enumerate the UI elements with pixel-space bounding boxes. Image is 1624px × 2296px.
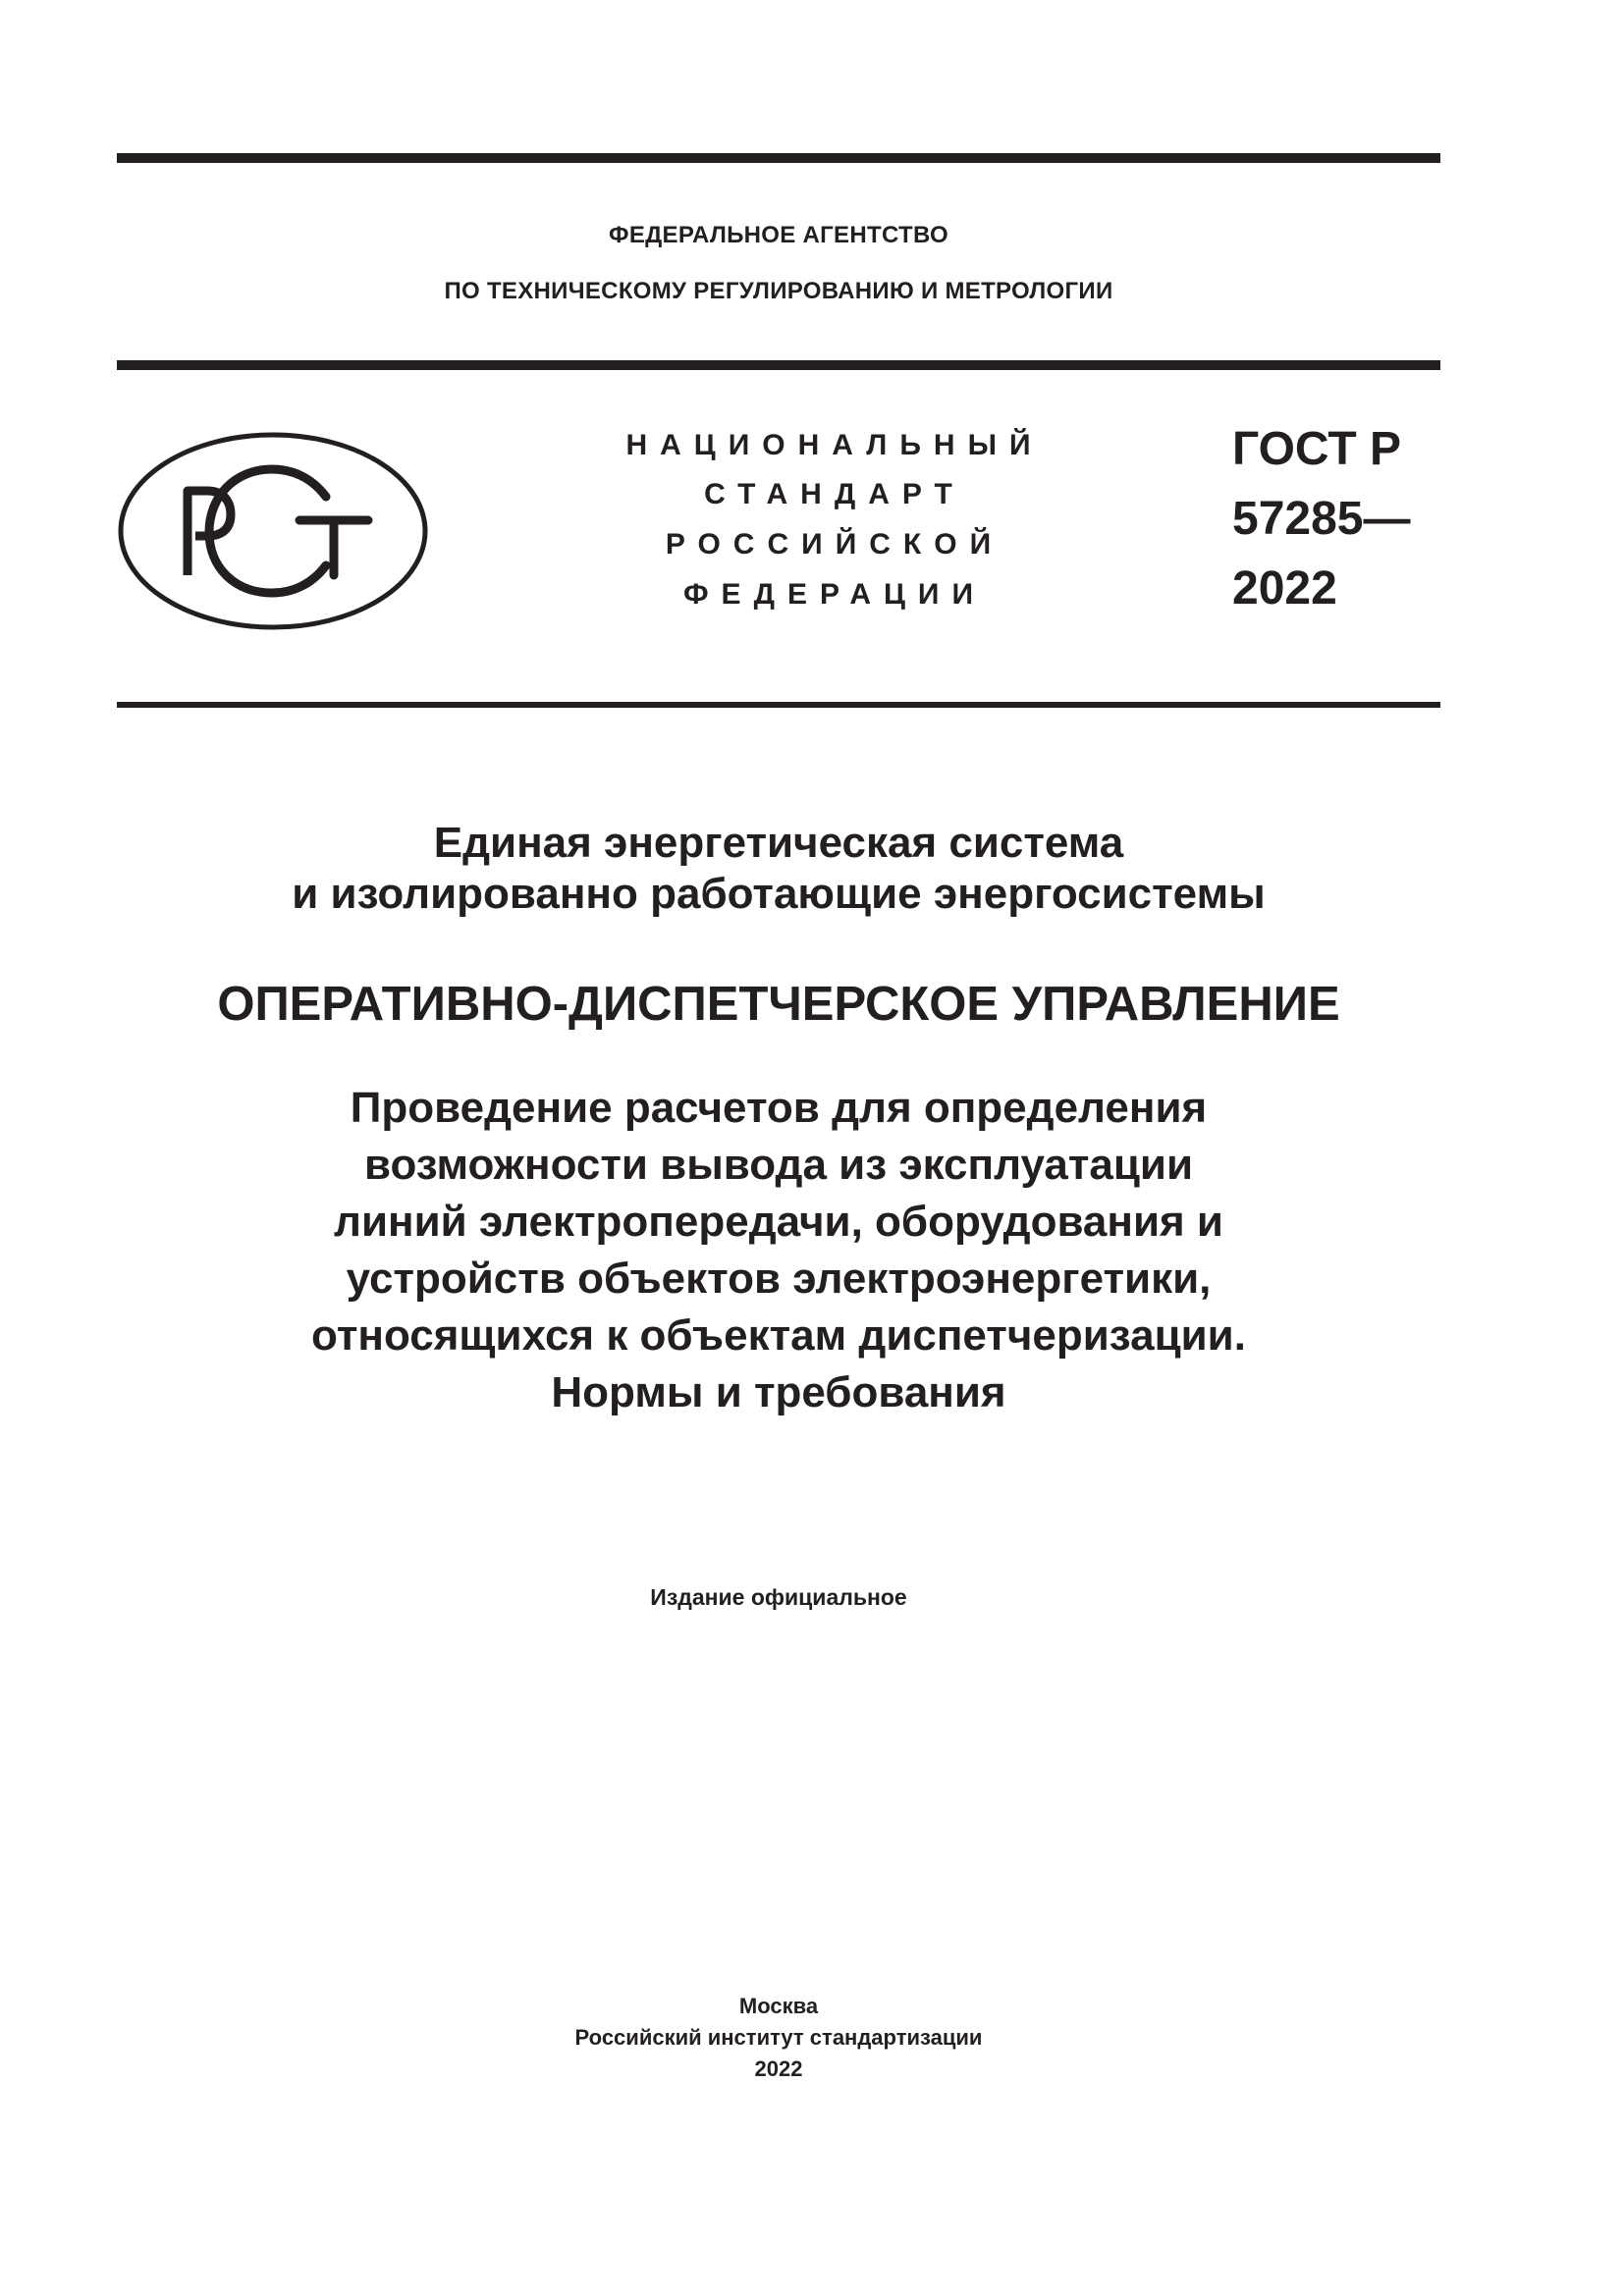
system-title-line: Единая энергетическая система	[433, 819, 1124, 867]
main-title: ОПЕРАТИВНО-ДИСПЕТЧЕРСКОЕ УПРАВЛЕНИЕ	[217, 978, 1340, 1031]
national-standard-line-2: СТАНДАРТ	[704, 478, 965, 510]
gost-designation-line-3: 2022	[1232, 562, 1337, 614]
imprint-publisher: Российский институт стандартизации	[574, 2025, 983, 2050]
subtitle-line: возможности вывода из эксплуатации	[363, 1141, 1193, 1189]
title-rule	[117, 702, 1440, 708]
subtitle-line: устройств объектов электроэнергетики,	[346, 1255, 1212, 1303]
subtitle	[117, 1080, 1440, 1421]
rst-logo-icon	[117, 430, 429, 632]
subtitle-line: относящихся к объектам диспетчеризации.	[311, 1311, 1246, 1360]
agency-line-2: ПО ТЕХНИЧЕСКОМУ РЕГУЛИРОВАНИЮ И МЕТРОЛОГИИ	[444, 278, 1113, 304]
rst-logo	[117, 430, 429, 632]
gost-designation-line-1: ГОСТ Р	[1232, 423, 1402, 475]
imprint	[117, 1991, 1440, 2085]
header-rule	[117, 360, 1440, 370]
top-rule	[117, 153, 1440, 163]
subtitle-line: линий электропередачи, оборудования и	[334, 1198, 1223, 1246]
imprint-year: 2022	[754, 2056, 803, 2081]
agency-line-1: ФЕДЕРАЛЬНОЕ АГЕНТСТВО	[609, 222, 948, 248]
subtitle-line: Проведение расчетов для определения	[350, 1084, 1208, 1132]
system-title	[117, 818, 1440, 920]
subtitle-line: Нормы и требования	[551, 1368, 1006, 1416]
system-title-line: и изолированно работающие энергосистемы	[292, 870, 1266, 918]
gost-designation-line-2: 57285—	[1232, 493, 1411, 545]
imprint-city: Москва	[738, 1994, 819, 2018]
national-standard-line-4: ФЕДЕРАЦИИ	[682, 578, 987, 611]
national-standard-line-3: РОССИЙСКОЙ	[665, 528, 1004, 561]
edition-label: Издание официальное	[650, 1584, 907, 1610]
national-standard-line-1: НАЦИОНАЛЬНЫЙ	[625, 429, 1044, 461]
